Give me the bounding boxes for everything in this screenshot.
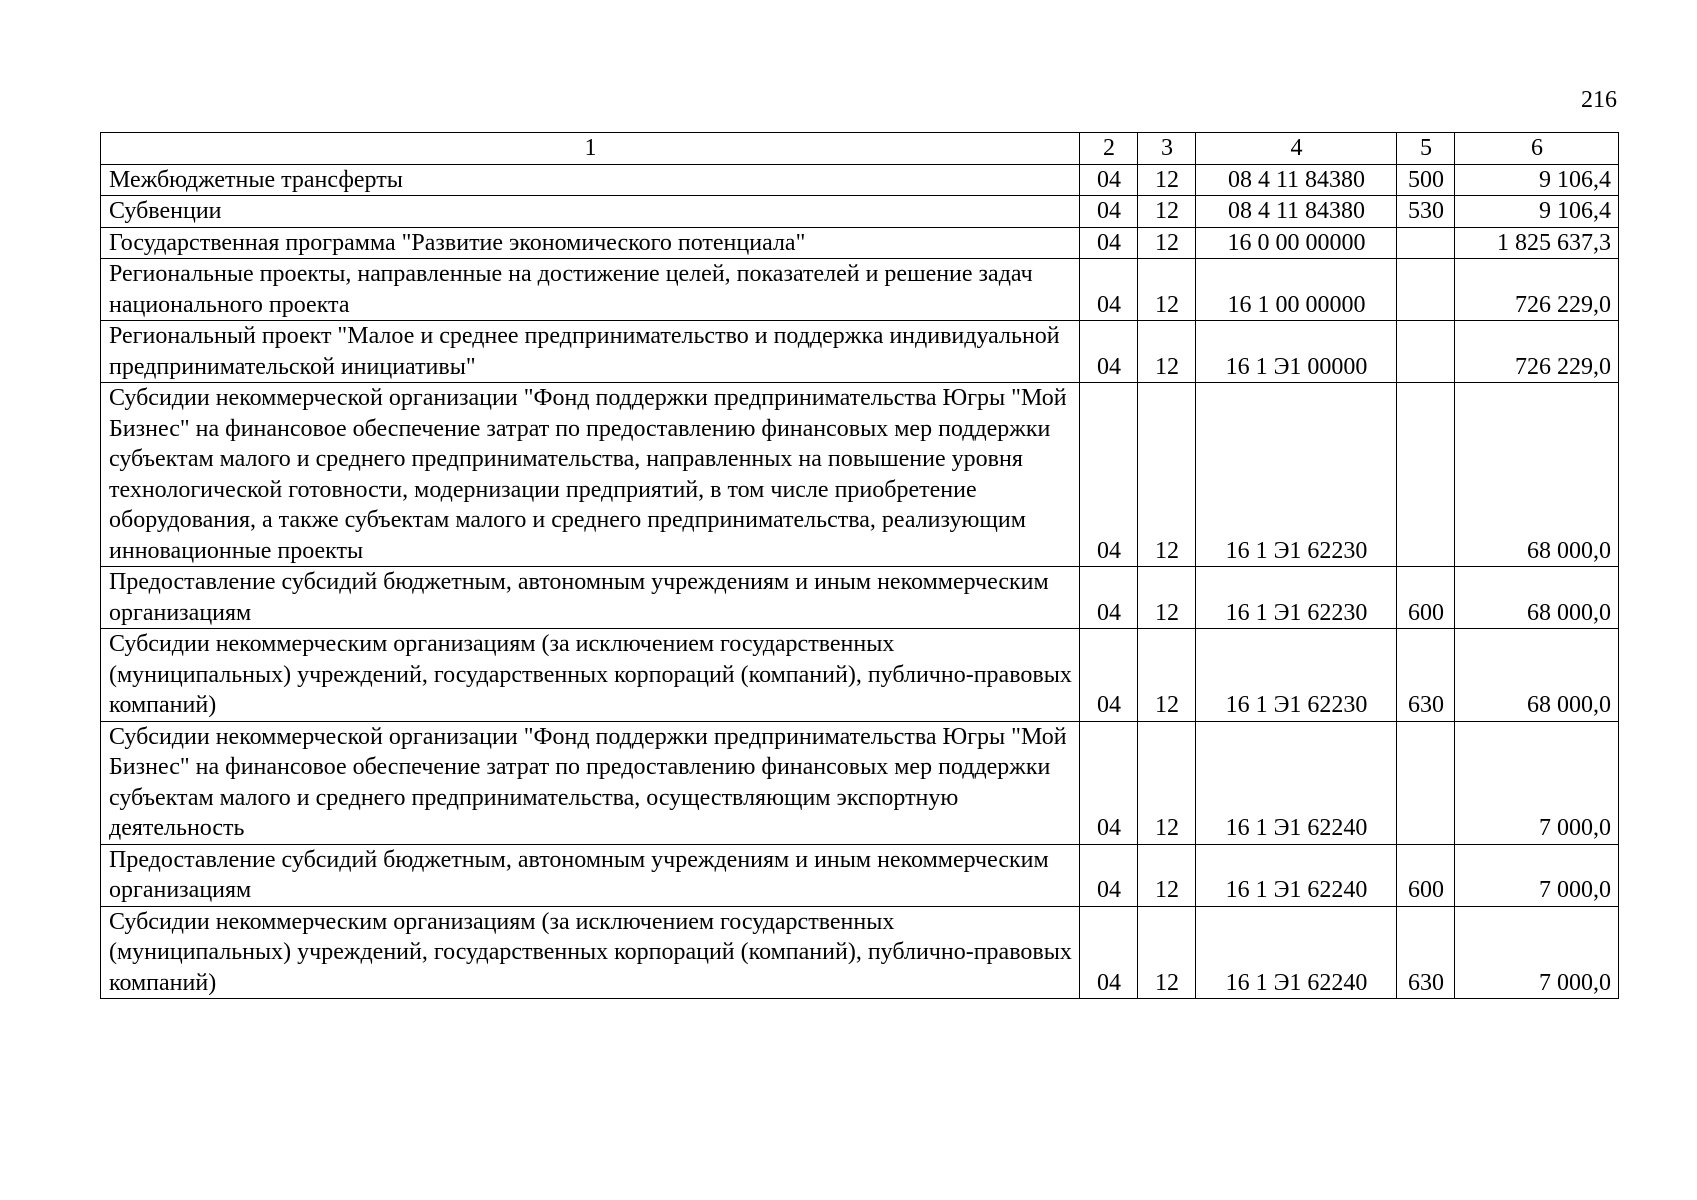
- row-section-cell: 04: [1080, 906, 1138, 999]
- column-header-6: 6: [1455, 133, 1619, 165]
- row-name-cell: Региональные проекты, направленные на достижение целей, показателей и решение задач национального проекта: [101, 259, 1080, 321]
- row-subsection-cell: 12: [1138, 721, 1196, 844]
- row-section-cell: 04: [1080, 844, 1138, 906]
- row-expense-type-cell: [1397, 227, 1455, 259]
- row-subsection-cell: 12: [1138, 164, 1196, 196]
- row-target-article-cell: 08 4 11 84380: [1196, 164, 1397, 196]
- row-subsection-cell: 12: [1138, 906, 1196, 999]
- row-expense-type-cell: [1397, 383, 1455, 567]
- row-amount-cell: 7 000,0: [1455, 906, 1619, 999]
- row-target-article-cell: 16 1 Э1 62240: [1196, 721, 1397, 844]
- table-row: [101, 227, 1619, 259]
- table-row: [101, 259, 1619, 321]
- row-amount-cell: 9 106,4: [1455, 164, 1619, 196]
- row-section-cell: 04: [1080, 629, 1138, 722]
- row-expense-type-cell: [1397, 721, 1455, 844]
- row-target-article-cell: 16 1 Э1 00000: [1196, 321, 1397, 383]
- row-target-article-cell: 08 4 11 84380: [1196, 196, 1397, 228]
- row-target-article-cell: 16 0 00 00000: [1196, 227, 1397, 259]
- row-subsection-cell: 12: [1138, 383, 1196, 567]
- row-amount-cell: 726 229,0: [1455, 321, 1619, 383]
- page-number: 216: [1581, 87, 1617, 113]
- row-section-cell: 04: [1080, 227, 1138, 259]
- table-row: [101, 844, 1619, 906]
- table-header-row: [101, 133, 1619, 165]
- column-header-5: 5: [1397, 133, 1455, 165]
- row-subsection-cell: 12: [1138, 259, 1196, 321]
- row-name-cell: Государственная программа "Развитие экономического потенциала": [101, 227, 1080, 259]
- row-subsection-cell: 12: [1138, 196, 1196, 228]
- row-name-cell: Межбюджетные трансферты: [101, 164, 1080, 196]
- row-section-cell: 04: [1080, 321, 1138, 383]
- row-amount-cell: 1 825 637,3: [1455, 227, 1619, 259]
- table-row: [101, 164, 1619, 196]
- row-name-cell: Субвенции: [101, 196, 1080, 228]
- row-subsection-cell: 12: [1138, 321, 1196, 383]
- table-row: [101, 321, 1619, 383]
- row-expense-type-cell: 530: [1397, 196, 1455, 228]
- row-target-article-cell: 16 1 Э1 62230: [1196, 383, 1397, 567]
- row-section-cell: 04: [1080, 259, 1138, 321]
- column-header-3: 3: [1138, 133, 1196, 165]
- row-subsection-cell: 12: [1138, 844, 1196, 906]
- table-row: [101, 906, 1619, 999]
- row-section-cell: 04: [1080, 164, 1138, 196]
- table-row: [101, 196, 1619, 228]
- row-subsection-cell: 12: [1138, 567, 1196, 629]
- row-name-cell: Субсидии некоммерческой организации "Фонд поддержки предпринимательства Югры "Мой Бизнес" на финансовое обеспечение затрат по предоставлению финансовых мер поддержки субъектам малого и среднего предпринимательства, осуществляющим экспортную деятельность: [101, 721, 1080, 844]
- row-subsection-cell: 12: [1138, 629, 1196, 722]
- row-amount-cell: 7 000,0: [1455, 721, 1619, 844]
- row-name-cell: Предоставление субсидий бюджетным, автономным учреждениям и иным некоммерческим организациям: [101, 844, 1080, 906]
- row-amount-cell: 68 000,0: [1455, 629, 1619, 722]
- table-row: [101, 383, 1619, 567]
- row-amount-cell: 7 000,0: [1455, 844, 1619, 906]
- row-amount-cell: 9 106,4: [1455, 196, 1619, 228]
- row-name-cell: Региональный проект "Малое и среднее предпринимательство и поддержка индивидуальной предпринимательской инициативы": [101, 321, 1080, 383]
- table-row: [101, 567, 1619, 629]
- row-name-cell: Предоставление субсидий бюджетным, автономным учреждениям и иным некоммерческим организациям: [101, 567, 1080, 629]
- row-expense-type-cell: 630: [1397, 906, 1455, 999]
- row-section-cell: 04: [1080, 383, 1138, 567]
- row-expense-type-cell: 630: [1397, 629, 1455, 722]
- row-target-article-cell: 16 1 Э1 62230: [1196, 629, 1397, 722]
- row-amount-cell: 726 229,0: [1455, 259, 1619, 321]
- row-section-cell: 04: [1080, 721, 1138, 844]
- table-body: [101, 133, 1619, 999]
- row-amount-cell: 68 000,0: [1455, 567, 1619, 629]
- row-name-cell: Субсидии некоммерческой организации "Фонд поддержки предпринимательства Югры "Мой Бизнес" на финансовое обеспечение затрат по предоставлению финансовых мер поддержки субъектам малого и среднего предпринимательства, направленных на повышение уровня технологической готовности, модернизации предприятий, в том числе приобретение оборудования, а также субъектам малого и среднего предпринимательства, реализующим инновационные проекты: [101, 383, 1080, 567]
- row-name-cell: Субсидии некоммерческим организациям (за исключением государственных (муниципальных) учреждений, государственных корпораций (компаний), публично-правовых компаний): [101, 629, 1080, 722]
- row-subsection-cell: 12: [1138, 227, 1196, 259]
- row-section-cell: 04: [1080, 196, 1138, 228]
- row-target-article-cell: 16 1 Э1 62240: [1196, 906, 1397, 999]
- row-expense-type-cell: [1397, 321, 1455, 383]
- column-header-4: 4: [1196, 133, 1397, 165]
- row-expense-type-cell: 600: [1397, 567, 1455, 629]
- column-header-2: 2: [1080, 133, 1138, 165]
- row-target-article-cell: 16 1 Э1 62230: [1196, 567, 1397, 629]
- row-amount-cell: 68 000,0: [1455, 383, 1619, 567]
- row-expense-type-cell: 600: [1397, 844, 1455, 906]
- row-target-article-cell: 16 1 00 00000: [1196, 259, 1397, 321]
- row-expense-type-cell: [1397, 259, 1455, 321]
- row-section-cell: 04: [1080, 567, 1138, 629]
- table-row: [101, 721, 1619, 844]
- budget-table: [100, 132, 1619, 999]
- row-expense-type-cell: 500: [1397, 164, 1455, 196]
- column-header-1: 1: [101, 133, 1080, 165]
- table-row: [101, 629, 1619, 722]
- row-name-cell: Субсидии некоммерческим организациям (за исключением государственных (муниципальных) учреждений, государственных корпораций (компаний), публично-правовых компаний): [101, 906, 1080, 999]
- row-target-article-cell: 16 1 Э1 62240: [1196, 844, 1397, 906]
